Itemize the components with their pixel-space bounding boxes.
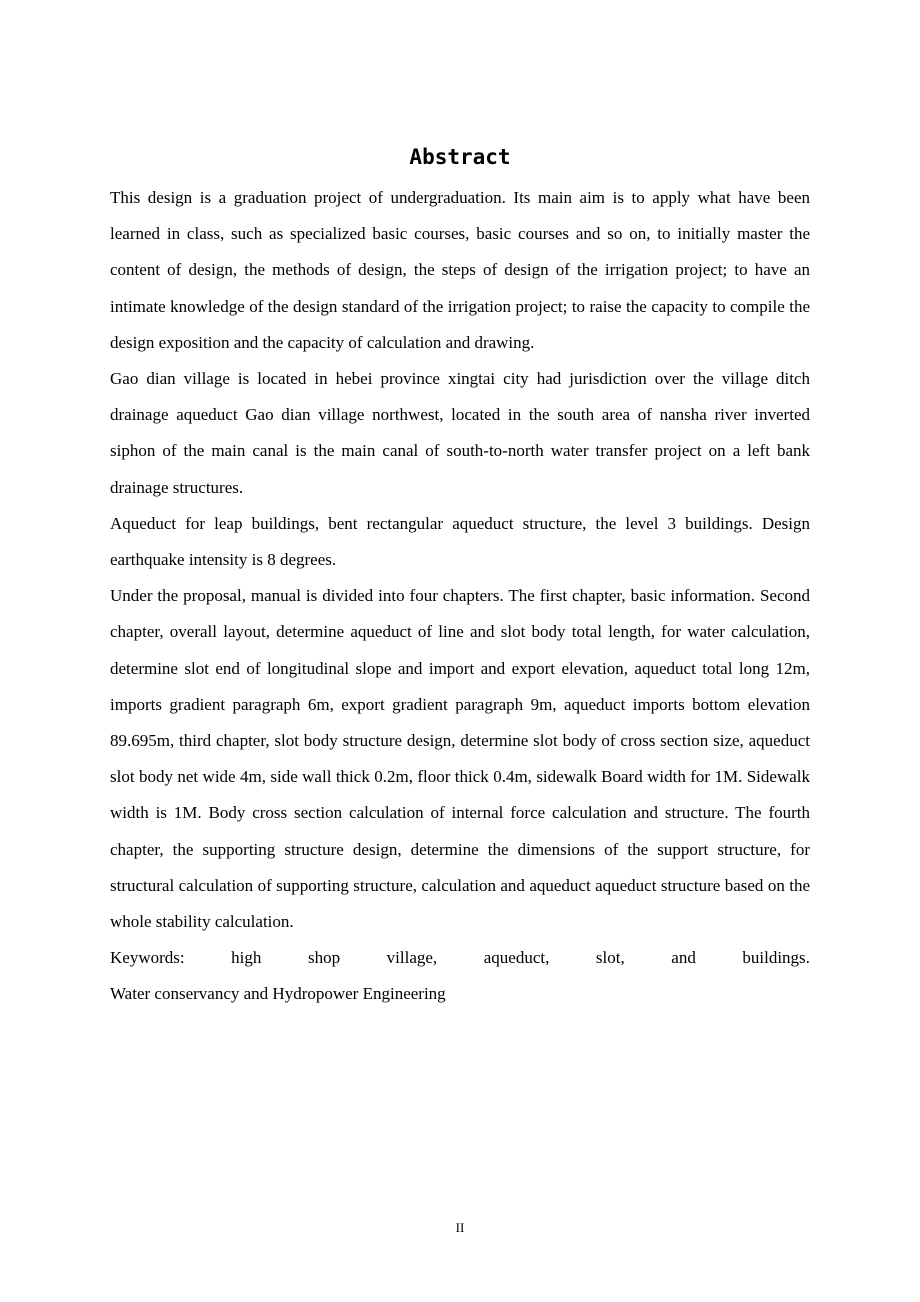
keywords-line bbox=[110, 940, 810, 976]
keywords-label: Keywords: bbox=[110, 948, 185, 968]
keyword-word: shop bbox=[307, 948, 341, 968]
keyword-word: village, bbox=[386, 948, 438, 968]
keyword-word: high bbox=[231, 948, 262, 968]
keyword-word: and bbox=[671, 948, 696, 968]
paragraph-purpose: This design is a graduation project of undergraduation. Its main aim is to apply what have been learned in class, such as specialized basic courses, basic courses and so on, to initially master the content of design, the methods of design, the steps of design of the irrigation project; to have an intimate knowledge of the design standard of the irrigation project; to raise the capacity to compile the design exposition and the capacity of calculation and drawing. bbox=[110, 188, 810, 352]
keywords-continuation: Water conservancy and Hydropower Engineering bbox=[110, 984, 446, 1004]
paragraph-chapters: Under the proposal, manual is divided into four chapters. The first chapter, basic information. Second chapter, overall layout, determine aqueduct of line and slot body total length, for water calculation, determine slot end of longitudinal slope and import and export elevation, aqueduct total long 12m, imports gradient paragraph 6m, export gradient paragraph 9m, aqueduct imports bottom elevation 89.695m, third chapter, slot body structure design, determine slot body of cross section size, aqueduct slot body net wide 4m, side wall thick 0.2m, floor thick 0.4m, sidewalk Board width for 1M. Sidewalk width is 1M. Body cross section calculation of internal force calculation and structure. The fourth chapter, the supporting structure design, determine the dimensions of the support structure, for structural calculation of supporting structure, calculation and aqueduct aqueduct structure based on the whole stability calculation. bbox=[110, 586, 810, 932]
paragraph-classification: Aqueduct for leap buildings, bent rectangular aqueduct structure, the level 3 buildings. Design earthquake intensity is 8 degrees. bbox=[110, 513, 810, 570]
keyword-word: buildings. bbox=[742, 948, 810, 968]
paragraph-location: Gao dian village is located in hebei province xingtai city had jurisdiction over the village ditch drainage aqueduct Gao dian village northwest, located in the south area of nansha river inverted siphon of the main canal is the main canal of south-to-north water transfer project on a left bank drainage structures. bbox=[110, 369, 810, 497]
keyword-word: slot, bbox=[595, 948, 625, 968]
page-number: II bbox=[455, 1220, 465, 1235]
abstract-body bbox=[110, 180, 810, 1013]
page-title: Abstract bbox=[409, 145, 511, 169]
keyword-word: aqueduct, bbox=[483, 948, 550, 968]
